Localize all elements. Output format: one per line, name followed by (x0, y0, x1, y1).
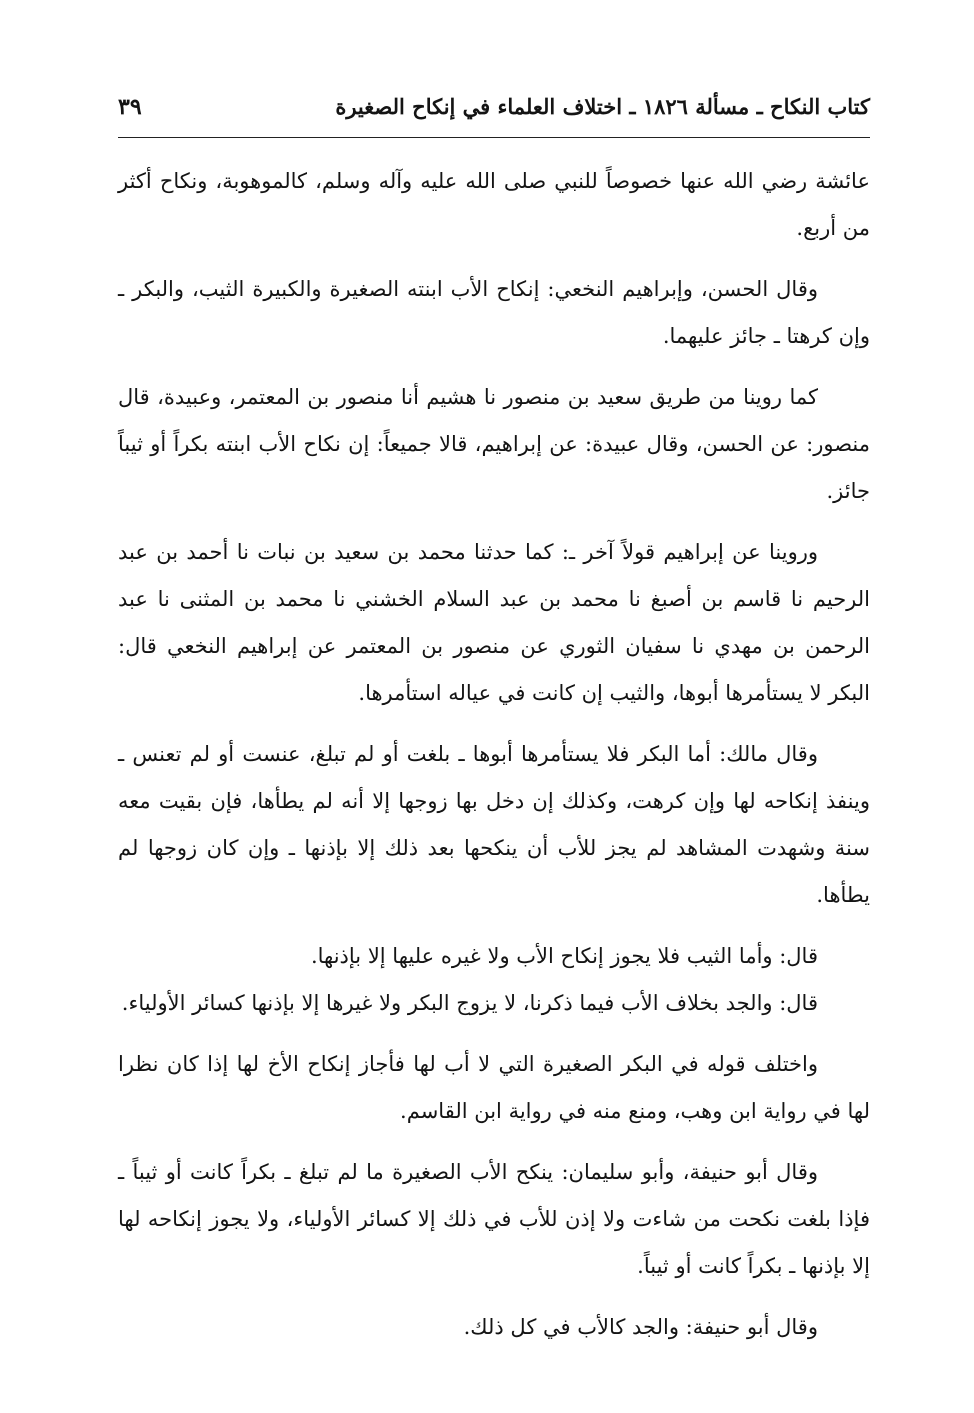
header-divider (118, 137, 870, 138)
paragraph-3: كما روينا من طريق سعيد بن منصور نا هشيم أنا منصور بن المعتمر، وعبيدة، قال منصور: عن الحسن، وقال عبيدة: عن إبراهيم، قالا جميعاً: إن نكاح الأب ابنته بكراً أو ثيباً جائز. (118, 385, 870, 503)
paragraph-1: عائشة رضي الله عنها خصوصاً للنبي صلى الله عليه وآله وسلم، كالموهوبة، ونكاح أكثر من أربع. (118, 169, 870, 240)
paragraph-4: وروينا عن إبراهيم قولاً آخر ـ: كما حدثنا محمد بن سعيد بن نبات نا أحمد بن عبد الرحيم نا قاسم بن أصبغ نا محمد بن عبد السلام الخشني نا محمد بن المثنى نا عبد الرحمن بن مهدي نا سفيان الثوري عن منصور بن المعتمر عن إبراهيم النخعي قال: البكر لا يستأمرها أبوها، والثيب إن كانت في عياله استأمرها. (118, 540, 870, 705)
paragraph-8: واختلف قوله في البكر الصغيرة التي لا أب لها فأجاز إنكاح الأخ لها إذا كان نظرا لها في رواية ابن وهب، ومنع منه في رواية ابن القاسم. (118, 1052, 870, 1123)
paragraph-2: وقال الحسن، وإبراهيم النخعي: إنكاح الأب ابنته الصغيرة والكبيرة الثيب، والبكر ـ وإن كرهتا ـ جائز عليهما. (118, 277, 870, 348)
paragraph-10: وقال أبو حنيفة: والجد كالأب في كل ذلك. (463, 1315, 818, 1339)
running-header (118, 90, 870, 130)
paragraph-5: وقال مالك: أما البكر فلا يستأمرها أبوها ـ بلغت أو لم تبلغ، عنست أو لم تعنس ـ وينفذ إنكاحه لها وإن كرهت، وكذلك إن دخل بها زوجها إلا أنه لم يطأها، فإن بقيت معه سنة وشهدت المشاهد لم يجز للأب أن ينكحها بعد ذلك إلا بإذنها ـ وإن كان زوجها لم يطأها. (118, 742, 870, 907)
paragraph-9: وقال أبو حنيفة، وأبو سليمان: ينكح الأب الصغيرة ما لم تبلغ ـ بكراً كانت أو ثيباً ـ فإذا بلغت نكحت من شاءت ولا إذن للأب في ذلك إلا كسائر الأولياء، ولا يجوز إنكاحه لها إلا بإذنها ـ بكراً كانت أو ثيباً. (118, 1160, 870, 1278)
page-number: ٣٩ (118, 94, 142, 120)
body-text (118, 158, 870, 1365)
paragraph-7: قال: والجد بخلاف الأب فيما ذكرنا، لا يزوج البكر ولا غيرها إلا بإذنها كسائر الأولياء. (121, 991, 818, 1015)
header-title: كتاب النكاح ـ مسألة ١٨٢٦ ـ اختلاف العلماء في إنكاح الصغيرة (335, 94, 870, 119)
paragraph-6: قال: وأما الثيب فلا يجوز إنكاح الأب ولا غيره عليها إلا بإذنها. (310, 944, 818, 968)
